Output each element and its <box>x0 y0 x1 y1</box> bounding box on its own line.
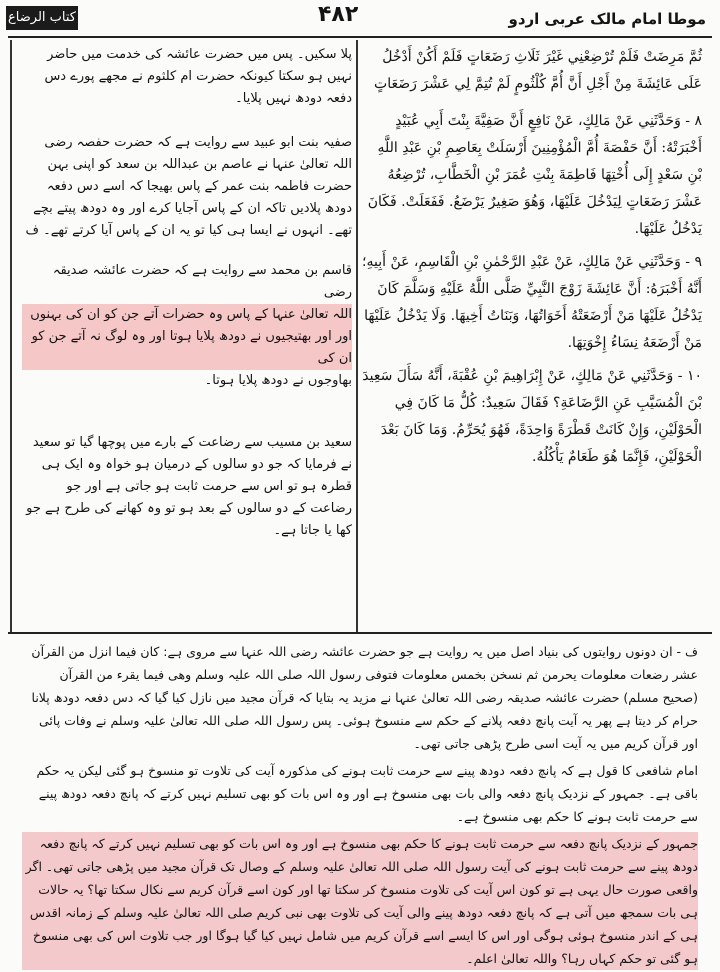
urdu-paragraph: صفیہ بنت ابو عبید سے روایت ہے کہ حضرت حفصہ رضی اللہ تعالیٰ عنہا نے عاصم بن عبداللہ بن سعد کو اپنی بہن حضرت فاطمہ بنت عمر کے پاس بھیجا کہ اسے دس دفعہ دودھ پلادیں تاکہ ان کے پاس آجایا کرے اور وہ دودھ پیتے بچے تھے۔ انہوں نے ایسا ہی کیا تو یہ ان کے پاس آیا کرتے تھے۔ ف <box>25 135 352 238</box>
arabic-hadith: ٩ - وَحَدَّثَنِي عَنْ مَالِكٍ، عَنْ عَبْدِ الرَّحْمٰنِ بْنِ الْقَاسِمِ، عَنْ أَبِيهِ؛ أَنَّهُ أَخْبَرَهُ: أَنَّ عَائِشَةَ زَوْجَ النَّبِيِّ صَلَّى اللَّهُ عَلَيْهِ وَسَلَّمَ كَانَ يَدْخُلُ عَلَيْهَا مَنْ أَرْضَعَتْهُ أَخَوَاتُهَا، وَبَنَاتُ أَخِيهَا. وَلَا يَدْخُلُ عَلَيْهَا مَنْ أَرْضَعَهُ نِسَاءُ إِخْوَتِهَا. <box>362 254 702 351</box>
footnote-paragraph: ف - ان دونوں روایتوں کی بنیاد اصل میں یہ روایت ہے جو حضرت عائشہ رضی اللہ عنہا سے مروی ہے: کان فیما انزل من القرآن عشر رضعات معلومات یحرمن ثم نسخن بخمس معلومات فتوفی رسول اللہ صلی اللہ علیہ وسلم وھی فیما یقرء من القرآن (صحیح مسلم) حضرت عائشہ صدیقہ رضی اللہ تعالیٰ عنہا نے مزید یہ بتایا کہ قرآن مجید میں نازل کیا گیا کہ دس دفعہ دودھ پلانا حرام کر دیتا ہے پھر یہ آیت پانچ دفعہ پلانے کے حکم سے منسوخ ہوئی۔ پس رسول اللہ صلی اللہ تعالیٰ علیہ وسلم نے وفات پائی اور قرآن کریم میں یہ آیت اسی طرح پڑھی جاتی تھی۔ <box>31 644 698 751</box>
urdu-paragraph: بھاوجوں نے دودھ پلایا ہوتا۔ <box>204 373 352 388</box>
footnote-highlighted-paragraph: جمہور کے نزدیک پانچ دفعہ سے حرمت ثابت ہونے کا حکم بھی منسوخ ہے اور وہ اس بات کو بھی تسلیم نہیں کرتے کہ پانچ دفعہ دودھ پینے سے حرمت ثابت ہونے کی آیت رسول اللہ صلی اللہ تعالیٰ علیہ وسلم کے وصال تک قرآن مجید میں پڑھی جاتی تھی۔ اگر واقعی صورت حال یہی ہے تو کون اس آیت کی تلاوت منسوخ کر سکتا تھا اور کون اسے قرآن کریم سے نکال سکتا تھا؟ یہ حالات ہی بات سمجھ میں آتی ہے کہ پانچ دفعہ دودھ پینے والی آیت کی تلاوت بھی نبی کریم صلی اللہ تعالیٰ علیہ وسلم کے زمانہ اقدس ہی کے اندر منسوخ ہوئی ہوگی اور اس کا ایسے اسے قرآن کریم میں شامل نہیں کیا گیا ہوگا اور جب تلاوت اس کی بھی منسوخ ہو گئی تو حکم کہاں رہا؟ واللہ تعالیٰ اعلم۔ <box>22 832 698 970</box>
arabic-hadith: ٨ - وَحَدَّثَنِي عَنْ مَالِكٍ، عَنْ نَافِعٍ أَنَّ صَفِيَّةَ بِنْتَ أَبِي عُبَيْدٍ أَخْبَرَتْهُ: أَنَّ حَفْصَةَ أُمَّ الْمُؤْمِنِينَ أَرْسَلَتْ بِعَاصِمِ بْنِ عَبْدِ اللَّهِ بْنِ سَعْدٍ إِلَى أُخْتِهَا فَاطِمَةَ بِنْتِ عُمَرَ بْنِ الْخَطَّابِ، تُرْضِعُهُ عَشْرَ رَضَعَاتٍ لِيَدْخُلَ عَلَيْهَا، وَهُوَ صَغِيرٌ يَرْضَعُ. فَفَعَلَتْ. فَكَانَ يَدْخُلُ عَلَيْهَا. <box>367 113 702 237</box>
footnote-paragraph: امام شافعی کا قول ہے کہ پانچ دفعہ دودھ پینے سے حرمت ثابت ہونے کی مذکورہ آیت کی تلاوت تو منسوخ ہو گئی لیکن یہ حکم باقی ہے۔ جمہور کے نزدیک پانچ دفعہ والی بات بھی منسوخ ہے اور وہ اس بات کو بھی تسلیم نہیں کرتے کہ پانچ دفعہ دودھ پینے سے حرمت ثابت ہونے کا حکم بھی منسوخ ہے۔ <box>36 763 698 824</box>
column-divider <box>356 40 358 632</box>
left-border <box>10 40 12 632</box>
footnote-section <box>22 640 698 970</box>
arabic-hadith: ١٠ - وَحَدَّثَنِي عَنْ مَالِكٍ، عَنْ إِبْرَاهِيمَ بْنِ عُقْبَةَ، أَنَّهُ سَأَلَ سَعِيدَ بْنَ الْمُسَيَّبِ عَنِ الرَّضَاعَةِ؟ فَقَالَ سَعِيدٌ: كُلُّ مَا كَانَ فِي الْحَوْلَيْنِ، وَإِنْ كَانَتْ قَطْرَةً وَاحِدَةً، فَهُوَ يُحَرِّمُ. وَمَا كَانَ بَعْدَ الْحَوْلَيْنِ، فَإِنَّمَا هُوَ طَعَامٌ يَأْكُلُهُ. <box>362 368 702 465</box>
urdu-highlighted-paragraph: اللہ تعالیٰ عنہا کے پاس وہ حضرات آتے جن کو ان کی بہنوں اور اور بھتیجیوں نے دودھ پلایا ہوتا اور وہ لوگ نہ آتے جن کو ان کی <box>22 304 352 370</box>
urdu-paragraph: قاسم بن محمد سے روایت ہے کہ حضرت عائشہ صدیقہ رضی <box>52 263 352 300</box>
arabic-paragraph: ثُمَّ مَرِضَتْ فَلَمْ تُرْضِعْنِي غَيْرَ ثَلَاثِ رَضَعَاتٍ فَلَمْ أَكُنْ أَدْخُلُ عَلَى عَائِشَةَ مِنْ أَجْلِ أَنَّ أُمَّ كُلْثُومٍ لَمْ تُتِمَّ لِي عَشْرَ رَضَعَاتٍ <box>374 49 702 92</box>
urdu-translation-column <box>22 44 352 542</box>
footnote-divider <box>8 632 712 634</box>
page-number: ۴۸۲ <box>318 2 359 27</box>
book-title: موطا امام مالک عربی اردو <box>508 10 706 28</box>
urdu-paragraph: پلا سکیں۔ پس میں حضرت عائشہ کی خدمت میں حاضر نہیں ہو سکتا کیونکہ حضرت ام کلثوم نے مجھے پورے دس دفعہ دودھ نہیں پلایا۔ <box>44 47 352 106</box>
chapter-tag: کتاب الرضاع <box>6 6 78 30</box>
urdu-paragraph: سعید بن مسیب سے رضاعت کے بارے میں پوچھا گیا تو سعید نے فرمایا کہ جو دو سالوں کے درمیان ہو خواہ وہ ایک ہی قطرہ ہو تو اس سے حرمت ثابت ہو جاتی ہے اور جو رضاعت کے دو سالوں کے بعد ہو تو وہ کھانے کی طرح ہے جو کھا یا جاتا ہے۔ <box>26 435 352 538</box>
header-rule <box>8 36 712 38</box>
page-header <box>0 0 720 42</box>
arabic-text-column <box>362 44 702 471</box>
